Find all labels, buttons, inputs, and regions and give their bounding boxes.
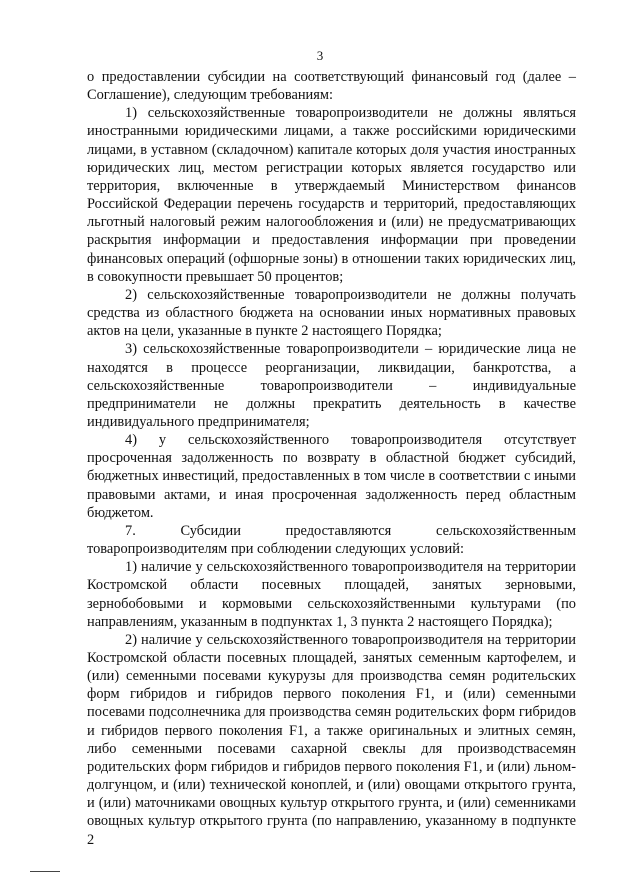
document-body — [87, 68, 576, 849]
paragraph-requirement-4: 4) у сельскохозяйственного товаропроизводителя отсутствует просроченная задолженность по возврату в областной бюджет субсидий, бюджетных инвестиций, предоставленных в том числе в соответствии с иными правовыми актами, и иная просроченная задолженность перед областным бюджетом. — [87, 432, 576, 521]
paragraph-requirement-1: 1) сельскохозяйственные товаропроизводители не должны являться иностранными юридическими лицами, а также российскими юридическими лицами, в уставном (складочном) капитале которых доля участия иностранных юридических лиц, местом регистрации которых является государство или территория, включенные в утверждаемый Министерством финансов Российской Федерации перечень государств и территорий, предоставляющих льготный налоговый режим налогообложения и (или) не предусматривающих раскрытия информации и предоставления информации при проведении финансовых операций (офшорные зоны) в отношении таких юридических лиц, в совокупности превышает 50 процентов; — [87, 105, 576, 285]
paragraph-requirement-2: 2) сельскохозяйственные товаропроизводители не должны получать средства из областного бюджета на основании иных нормативных правовых актов на цели, указанные в пункте 2 настоящего Порядка; — [87, 286, 576, 340]
paragraph-condition-1: 1) наличие у сельскохозяйственного товаропроизводителя на территории Костромской области посевных площадей, занятых зерновыми, зернобобовыми и кормовыми сельскохозяйственными культурами (по направлениям, указанным в подпунктах 1, 3 пункта 2 настоящего Порядка); — [87, 559, 576, 630]
paragraph-clause-7: 7. Субсидии предоставляются сельскохозяйственным товаропроизводителям при соблюдении следующих условий: — [87, 522, 576, 558]
paragraph-requirement-3: 3) сельскохозяйственные товаропроизводители – юридические лица не находятся в процессе реорганизации, ликвидации, банкротства, а сельскохозяйственные товаропроизводители – индивидуальные предприниматели не должны прекратить деятельность в качестве индивидуального предпринимателя; — [87, 341, 576, 430]
page-number: 3 — [316, 48, 324, 63]
paragraph-agreement-continuation: о предоставлении субсидии на соответствующий финансовый год (далее – Соглашение), следующим требованиям: — [87, 69, 576, 104]
paragraph-condition-2: 2) наличие у сельскохозяйственного товаропроизводителя на территории Костромской области посевных площадей, занятых семенным картофелем, и (или) семенными посевами кукурузы для производства семян родительских форм гибридов и гибридов первого поколения F1, и (или) семенными посевами подсолнечника для производства семян родительских форм гибридов и гибридов первого поколения F1, а также оригинальных и элитных семян, либо семенными посевами сахарной свеклы для производствасемян родительских форм гибридов и гибридов первого поколения F1, и (или) льном-долгунцом, и (или) технической коноплей, и (или) овощами открытого грунта, и (или) маточниками овощных культур открытого грунта, и (или) семенниками овощных культур открытого грунта (по направлению, указанному в подпункте 2 — [87, 631, 576, 848]
footer-divider — [30, 871, 60, 872]
